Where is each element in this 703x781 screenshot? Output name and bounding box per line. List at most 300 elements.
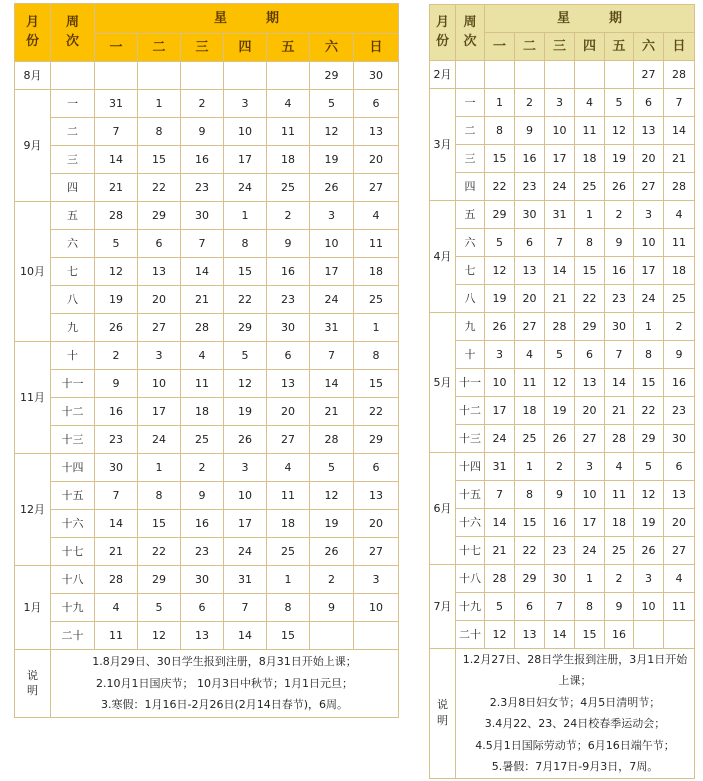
day-cell: 17 xyxy=(485,397,515,425)
day-cell xyxy=(485,61,515,89)
day-cell: 31 xyxy=(545,201,575,229)
day-cell: 16 xyxy=(664,369,695,397)
day-cell: 9 xyxy=(545,481,575,509)
week-cell: 十一 xyxy=(51,370,95,398)
day-cell: 30 xyxy=(515,201,545,229)
day-cell: 28 xyxy=(95,202,138,230)
note-line: 1.8月29日、30日学生报到注册，8月31日开始上课； xyxy=(92,655,357,669)
day-cell: 21 xyxy=(95,538,138,566)
day-cell: 22 xyxy=(138,538,181,566)
week-cell: 五 xyxy=(51,202,95,230)
weekday-header: 三 xyxy=(545,33,575,61)
day-cell: 13 xyxy=(354,118,399,146)
day-cell: 24 xyxy=(485,425,515,453)
day-cell: 18 xyxy=(267,146,310,174)
day-cell: 19 xyxy=(634,509,664,537)
day-cell: 19 xyxy=(545,397,575,425)
day-cell: 8 xyxy=(575,593,605,621)
weekday-header: 六 xyxy=(310,34,354,62)
day-cell: 13 xyxy=(634,117,664,145)
day-cell: 2 xyxy=(310,566,354,594)
day-cell: 18 xyxy=(605,509,634,537)
day-cell: 5 xyxy=(95,230,138,258)
day-cell: 11 xyxy=(575,117,605,145)
day-cell: 26 xyxy=(310,538,354,566)
month-cell: 2月 xyxy=(430,61,456,89)
week-row xyxy=(430,621,695,649)
week-cell: 二十 xyxy=(456,621,485,649)
day-cell: 15 xyxy=(634,369,664,397)
day-cell: 6 xyxy=(267,342,310,370)
day-cell: 30 xyxy=(605,313,634,341)
day-cell: 22 xyxy=(138,174,181,202)
day-cell: 25 xyxy=(515,425,545,453)
day-cell: 15 xyxy=(575,621,605,649)
day-cell: 14 xyxy=(545,621,575,649)
weekday-header: 五 xyxy=(605,33,634,61)
week-row xyxy=(15,342,399,370)
day-cell: 3 xyxy=(138,342,181,370)
day-cell: 11 xyxy=(664,229,695,257)
week-cell xyxy=(456,61,485,89)
week-cell: 十六 xyxy=(51,510,95,538)
day-cell: 6 xyxy=(354,90,399,118)
day-cell: 21 xyxy=(545,285,575,313)
day-cell: 23 xyxy=(95,426,138,454)
week-cell: 八 xyxy=(51,286,95,314)
day-cell: 9 xyxy=(95,370,138,398)
day-cell: 5 xyxy=(310,90,354,118)
day-cell xyxy=(634,621,664,649)
day-cell: 6 xyxy=(515,593,545,621)
day-cell: 28 xyxy=(181,314,224,342)
day-cell: 29 xyxy=(224,314,267,342)
week-row xyxy=(15,118,399,146)
week-row xyxy=(430,201,695,229)
week-row xyxy=(15,146,399,174)
day-cell: 30 xyxy=(267,314,310,342)
week-row xyxy=(430,341,695,369)
day-cell: 2 xyxy=(545,453,575,481)
day-cell: 4 xyxy=(95,594,138,622)
day-cell: 21 xyxy=(605,397,634,425)
day-cell: 14 xyxy=(310,370,354,398)
day-cell: 26 xyxy=(605,173,634,201)
weekday-title: 星 期 xyxy=(485,5,695,33)
day-cell: 2 xyxy=(267,202,310,230)
day-cell: 17 xyxy=(545,145,575,173)
week-row xyxy=(15,482,399,510)
day-cell: 10 xyxy=(224,118,267,146)
day-cell: 30 xyxy=(181,566,224,594)
week-row xyxy=(15,258,399,286)
day-cell: 28 xyxy=(664,61,695,89)
day-cell: 20 xyxy=(354,510,399,538)
note-line: 2.3月8日妇女节；4月5日清明节； xyxy=(489,695,661,709)
day-cell: 4 xyxy=(664,565,695,593)
day-cell: 25 xyxy=(575,173,605,201)
day-cell: 18 xyxy=(181,398,224,426)
week-cell: 十六 xyxy=(456,509,485,537)
week-cell: 九 xyxy=(51,314,95,342)
day-cell: 3 xyxy=(634,201,664,229)
day-cell: 17 xyxy=(224,510,267,538)
day-cell: 3 xyxy=(224,454,267,482)
weekday-header: 三 xyxy=(181,34,224,62)
day-cell: 3 xyxy=(634,565,664,593)
week-row xyxy=(430,313,695,341)
day-cell: 29 xyxy=(138,202,181,230)
weekday-header: 日 xyxy=(664,33,695,61)
day-cell: 17 xyxy=(575,509,605,537)
day-cell: 28 xyxy=(485,565,515,593)
week-cell: 十八 xyxy=(51,566,95,594)
day-cell: 6 xyxy=(138,230,181,258)
week-cell: 十八 xyxy=(456,565,485,593)
month-cell: 3月 xyxy=(430,89,456,201)
day-cell: 19 xyxy=(605,145,634,173)
day-cell: 14 xyxy=(605,369,634,397)
week-header-label: 周次 xyxy=(463,15,477,49)
week-cell: 十七 xyxy=(51,538,95,566)
day-cell: 29 xyxy=(515,565,545,593)
day-cell: 7 xyxy=(664,89,695,117)
month-cell: 12月 xyxy=(15,454,51,566)
day-cell: 10 xyxy=(224,482,267,510)
day-cell: 12 xyxy=(634,481,664,509)
day-cell: 2 xyxy=(95,342,138,370)
day-cell: 10 xyxy=(138,370,181,398)
day-cell: 29 xyxy=(634,425,664,453)
week-row xyxy=(430,453,695,481)
day-cell: 21 xyxy=(310,398,354,426)
day-cell: 20 xyxy=(267,398,310,426)
day-cell: 21 xyxy=(95,174,138,202)
day-cell: 16 xyxy=(545,509,575,537)
day-cell: 2 xyxy=(664,313,695,341)
day-cell: 5 xyxy=(485,229,515,257)
day-cell: 3 xyxy=(485,341,515,369)
day-cell: 26 xyxy=(485,313,515,341)
week-cell: 八 xyxy=(456,285,485,313)
note-line: 5.暑假：7月17日-9月3日，7周。 xyxy=(491,760,659,774)
day-cell: 16 xyxy=(605,621,634,649)
weekday-header: 二 xyxy=(138,34,181,62)
notes-cell xyxy=(456,649,695,779)
day-cell: 31 xyxy=(310,314,354,342)
day-cell: 1 xyxy=(138,454,181,482)
weekday-header: 二 xyxy=(515,33,545,61)
day-cell: 7 xyxy=(181,230,224,258)
week-cell xyxy=(51,62,95,90)
week-row xyxy=(15,62,399,90)
day-cell: 29 xyxy=(485,201,515,229)
day-cell: 6 xyxy=(181,594,224,622)
day-cell: 25 xyxy=(181,426,224,454)
day-cell: 31 xyxy=(485,453,515,481)
day-cell: 16 xyxy=(515,145,545,173)
day-cell: 20 xyxy=(515,285,545,313)
week-row xyxy=(430,425,695,453)
day-cell: 15 xyxy=(267,622,310,650)
weekday-header: 六 xyxy=(634,33,664,61)
note-line: 3.4月22、23、24日校春季运动会； xyxy=(484,717,666,731)
day-cell: 21 xyxy=(664,145,695,173)
day-cell: 11 xyxy=(95,622,138,650)
day-cell: 14 xyxy=(95,510,138,538)
month-header xyxy=(15,4,51,62)
day-cell: 12 xyxy=(95,258,138,286)
day-cell: 29 xyxy=(575,313,605,341)
notes-label: 说明 xyxy=(27,668,38,697)
week-row xyxy=(430,229,695,257)
day-cell xyxy=(224,62,267,90)
day-cell: 4 xyxy=(267,454,310,482)
day-cell: 7 xyxy=(545,229,575,257)
day-cell: 10 xyxy=(634,229,664,257)
day-cell: 14 xyxy=(181,258,224,286)
day-cell: 1 xyxy=(575,565,605,593)
day-cell: 24 xyxy=(545,173,575,201)
day-cell: 15 xyxy=(515,509,545,537)
day-cell: 7 xyxy=(95,482,138,510)
month-cell: 7月 xyxy=(430,565,456,649)
notes-label: 说明 xyxy=(437,698,448,727)
day-cell xyxy=(354,622,399,650)
day-cell: 27 xyxy=(515,313,545,341)
day-cell: 4 xyxy=(664,201,695,229)
day-cell: 27 xyxy=(354,538,399,566)
week-cell: 十三 xyxy=(456,425,485,453)
week-header xyxy=(456,5,485,61)
week-cell: 一 xyxy=(51,90,95,118)
day-cell: 7 xyxy=(95,118,138,146)
notes-row xyxy=(430,649,695,779)
day-cell: 1 xyxy=(575,201,605,229)
day-cell: 8 xyxy=(267,594,310,622)
day-cell: 24 xyxy=(224,174,267,202)
day-cell: 7 xyxy=(605,341,634,369)
day-cell: 14 xyxy=(485,509,515,537)
week-cell: 六 xyxy=(51,230,95,258)
week-row xyxy=(430,117,695,145)
day-cell: 10 xyxy=(545,117,575,145)
weekday-header: 一 xyxy=(485,33,515,61)
day-cell: 14 xyxy=(224,622,267,650)
week-row xyxy=(430,537,695,565)
day-cell: 5 xyxy=(310,454,354,482)
day-cell xyxy=(310,622,354,650)
day-cell: 3 xyxy=(575,453,605,481)
day-cell: 24 xyxy=(310,286,354,314)
week-cell: 十九 xyxy=(51,594,95,622)
month-header xyxy=(430,5,456,61)
week-row xyxy=(430,397,695,425)
week-row xyxy=(430,257,695,285)
day-cell: 9 xyxy=(515,117,545,145)
day-cell: 4 xyxy=(181,342,224,370)
week-row xyxy=(15,454,399,482)
day-cell: 12 xyxy=(310,118,354,146)
week-cell: 六 xyxy=(456,229,485,257)
day-cell xyxy=(95,62,138,90)
day-cell: 3 xyxy=(224,90,267,118)
day-cell: 28 xyxy=(664,173,695,201)
day-cell: 23 xyxy=(664,397,695,425)
day-cell: 8 xyxy=(634,341,664,369)
day-cell: 12 xyxy=(224,370,267,398)
week-row xyxy=(430,285,695,313)
day-cell: 3 xyxy=(354,566,399,594)
day-cell: 1 xyxy=(485,89,515,117)
day-cell: 1 xyxy=(224,202,267,230)
day-cell: 1 xyxy=(634,313,664,341)
day-cell: 25 xyxy=(354,286,399,314)
notes-label-cell xyxy=(15,650,51,718)
day-cell: 17 xyxy=(138,398,181,426)
spring-semester-calendar xyxy=(429,4,695,779)
day-cell: 4 xyxy=(605,453,634,481)
week-row xyxy=(15,538,399,566)
day-cell: 23 xyxy=(267,286,310,314)
week-cell: 九 xyxy=(456,313,485,341)
day-cell: 16 xyxy=(95,398,138,426)
day-cell: 30 xyxy=(95,454,138,482)
week-cell: 七 xyxy=(456,257,485,285)
day-cell: 27 xyxy=(664,537,695,565)
day-cell: 5 xyxy=(634,453,664,481)
day-cell: 16 xyxy=(605,257,634,285)
day-cell: 15 xyxy=(485,145,515,173)
day-cell: 23 xyxy=(605,285,634,313)
week-row xyxy=(15,286,399,314)
month-cell: 8月 xyxy=(15,62,51,90)
week-row xyxy=(15,370,399,398)
day-cell: 18 xyxy=(515,397,545,425)
week-header xyxy=(51,4,95,62)
week-cell: 十七 xyxy=(456,537,485,565)
day-cell: 12 xyxy=(310,482,354,510)
week-cell: 十四 xyxy=(51,454,95,482)
week-row xyxy=(15,566,399,594)
notes-row xyxy=(15,650,399,718)
day-cell: 13 xyxy=(138,258,181,286)
day-cell: 16 xyxy=(181,146,224,174)
day-cell: 24 xyxy=(224,538,267,566)
day-cell: 27 xyxy=(354,174,399,202)
note-line: 3.寒假：1月16日-2月26日(2月14日春节)，6周。 xyxy=(101,698,349,712)
day-cell: 22 xyxy=(515,537,545,565)
day-cell: 2 xyxy=(181,90,224,118)
week-header-label: 周次 xyxy=(65,15,79,49)
day-cell: 9 xyxy=(181,118,224,146)
day-cell: 6 xyxy=(515,229,545,257)
day-cell: 22 xyxy=(224,286,267,314)
weekday-header: 一 xyxy=(95,34,138,62)
day-cell: 11 xyxy=(181,370,224,398)
day-cell: 9 xyxy=(605,229,634,257)
day-cell: 16 xyxy=(181,510,224,538)
day-cell: 9 xyxy=(181,482,224,510)
day-cell xyxy=(545,61,575,89)
day-cell: 5 xyxy=(485,593,515,621)
day-cell: 22 xyxy=(485,173,515,201)
week-row xyxy=(430,89,695,117)
day-cell: 28 xyxy=(545,313,575,341)
day-cell: 30 xyxy=(181,202,224,230)
day-cell: 6 xyxy=(634,89,664,117)
day-cell: 8 xyxy=(575,229,605,257)
day-cell: 21 xyxy=(181,286,224,314)
weekday-header: 日 xyxy=(354,34,399,62)
day-cell: 27 xyxy=(634,173,664,201)
day-cell: 6 xyxy=(575,341,605,369)
day-cell xyxy=(575,61,605,89)
day-cell xyxy=(605,61,634,89)
week-cell: 二 xyxy=(456,117,485,145)
day-cell: 7 xyxy=(224,594,267,622)
day-cell: 30 xyxy=(354,62,399,90)
note-line: 1.2月27日、28日学生报到注册，3月1日开始上课； xyxy=(462,653,688,688)
week-row xyxy=(15,202,399,230)
day-cell xyxy=(181,62,224,90)
notes-label-cell xyxy=(430,649,456,779)
day-cell: 27 xyxy=(267,426,310,454)
week-cell: 四 xyxy=(456,173,485,201)
day-cell: 11 xyxy=(605,481,634,509)
day-cell: 18 xyxy=(267,510,310,538)
day-cell: 8 xyxy=(485,117,515,145)
day-cell: 1 xyxy=(515,453,545,481)
day-cell: 25 xyxy=(267,174,310,202)
week-cell: 三 xyxy=(456,145,485,173)
month-cell: 9月 xyxy=(15,90,51,202)
day-cell: 12 xyxy=(605,117,634,145)
day-cell: 23 xyxy=(181,174,224,202)
week-cell: 十三 xyxy=(51,426,95,454)
day-cell: 29 xyxy=(354,426,399,454)
day-cell: 27 xyxy=(575,425,605,453)
week-row xyxy=(15,622,399,650)
day-cell: 15 xyxy=(354,370,399,398)
month-header-label: 月份 xyxy=(25,15,39,49)
week-row xyxy=(430,369,695,397)
day-cell: 13 xyxy=(575,369,605,397)
day-cell: 17 xyxy=(634,257,664,285)
day-cell: 25 xyxy=(267,538,310,566)
day-cell: 13 xyxy=(515,621,545,649)
day-cell: 19 xyxy=(310,146,354,174)
day-cell: 26 xyxy=(545,425,575,453)
weekday-header: 四 xyxy=(224,34,267,62)
day-cell: 28 xyxy=(95,566,138,594)
day-cell: 22 xyxy=(354,398,399,426)
day-cell: 10 xyxy=(575,481,605,509)
day-cell: 9 xyxy=(605,593,634,621)
week-row xyxy=(430,481,695,509)
day-cell: 9 xyxy=(310,594,354,622)
day-cell: 8 xyxy=(515,481,545,509)
day-cell: 20 xyxy=(575,397,605,425)
day-cell: 28 xyxy=(605,425,634,453)
day-cell xyxy=(664,621,695,649)
day-cell: 20 xyxy=(664,509,695,537)
day-cell: 31 xyxy=(224,566,267,594)
week-cell: 十九 xyxy=(456,593,485,621)
day-cell: 23 xyxy=(515,173,545,201)
fall-semester-calendar xyxy=(14,3,399,718)
week-row xyxy=(15,594,399,622)
